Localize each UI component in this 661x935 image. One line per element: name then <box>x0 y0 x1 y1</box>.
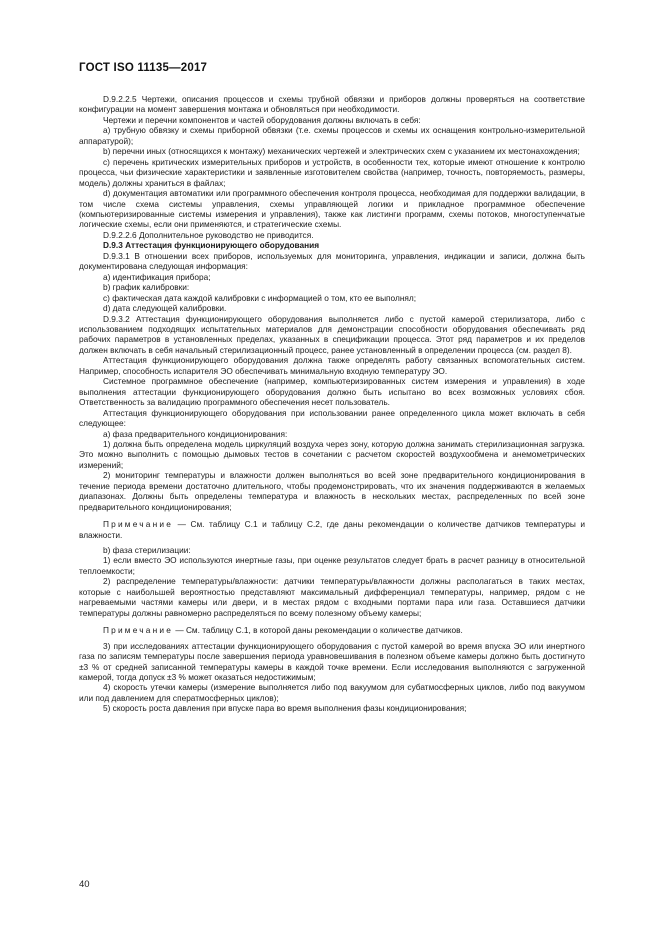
paragraph-text: D.9.3.1 В отношении всех приборов, используемых для мониторинга, управления, индикации и записи, должна быть документирована следующая информация: <box>79 250 585 272</box>
page-number: 40 <box>79 879 90 890</box>
paragraph-text: Чертежи и перечни компонентов и частей оборудования должны включать в себя: <box>103 114 421 125</box>
body-paragraph <box>79 682 585 703</box>
body-paragraph <box>79 230 585 240</box>
document-body <box>79 94 585 714</box>
paragraph-text: b) перечни иных (относящихся к монтажу) механических чертежей и электрических схем с указанием их местонахождения; <box>103 146 580 157</box>
paragraph-text: d) дата следующей калибровки. <box>103 303 227 314</box>
body-paragraph <box>79 314 585 356</box>
note-label: Примечание <box>103 519 174 530</box>
body-paragraph <box>79 272 585 282</box>
body-paragraph <box>79 703 585 713</box>
body-paragraph <box>79 408 585 429</box>
paragraph-text: a) трубную обвязку и схемы приборной обвязки (т.е. схемы процессов и схемы их оснащения контрольно-измерительной аппаратурой); <box>79 125 585 146</box>
note-paragraph <box>79 625 585 635</box>
body-paragraph <box>79 555 585 576</box>
paragraph-text: D.9.3.2 Аттестация функционирующего оборудования выполняется либо с пустой камерой стерилизатора, либо с использованием подходящих испытательных материалов для демонстрации способности оборудования обеспечивать ряд рабочих параметров в установленных пределах, указанных в спецификации процесса. Этот ряд параметров и их пределов должен включать в себя начальный стерилизационный процесс, ранее установленный в определении процесса (см. раздел 8). <box>79 313 585 355</box>
paragraph-text: D.9.2.2.5 Чертежи, описания процессов и схемы трубной обвязки и приборов должны проверяться на соответствие конфигурации на момент завершения монтажа и обновляться при необходимости. <box>79 94 585 115</box>
body-paragraph <box>79 545 585 555</box>
paragraph-text: c) фактическая дата каждой калибровки с информацией о том, кто ее выполнял; <box>103 292 417 303</box>
paragraph-text: Системное программное обеспечение (например, компьютеризированных систем измерения и управления) в ходе выполнения аттестации функционирующего оборудования должно быть испытано во всех возможных условиях сбоя. Ответственность за валидацию программного обеспечения несет пользователь. <box>79 376 585 408</box>
paragraph-text: a) идентификация прибора; <box>103 271 211 282</box>
body-paragraph <box>79 293 585 303</box>
note-label: Примечание <box>103 625 174 636</box>
body-paragraph <box>79 125 585 146</box>
body-paragraph <box>79 115 585 125</box>
paragraph-text: D.9.3 Аттестация функционирующего оборудования <box>103 240 320 251</box>
section-heading <box>79 240 585 250</box>
body-paragraph <box>79 282 585 292</box>
paragraph-text: 1) должна быть определена модель циркуляций воздуха через зону, которую должна занимать стерилизационная загрузка. Это можно выполнить с помощью дымовых тестов в сочетании с расчетом скоростей воздухообмена и анемометрических измерений; <box>79 438 585 470</box>
body-paragraph <box>79 429 585 439</box>
paragraph-text: — См. таблицу С.1, в которой даны рекомендации о количестве датчиков. <box>173 625 463 636</box>
paragraph-text: 4) скорость утечки камеры (измерение выполняется либо под вакуумом для субатмосферных циклов, либо под вакуумом или под давлением для сператмосферных циклов); <box>79 682 585 703</box>
body-paragraph <box>79 376 585 407</box>
body-paragraph <box>79 94 585 115</box>
paragraph-text: 2) распределение температуры/влажности: датчики температуры/влажности должны располагаться в таких местах, которые с наибольшей вероятностью представляют максимальный дифференциал температуры, например, рядом с не нагреваемыми частями камеры или двери, и в местах рядом с входными портами пара или газа. Оставшиеся датчики температуры должны равномерно распределяться по всему полезному объему камеры; <box>79 576 585 618</box>
paragraph-text: Аттестация функционирующего оборудования должна также определять работу связанных вспомогательных систем. Например, способность испарителя ЭО обеспечивать минимальную входную температуру ЭО. <box>79 355 585 376</box>
body-paragraph <box>79 251 585 272</box>
paragraph-text: 5) скорость роста давления при впуске пара во время выполнения фазы кондиционирования; <box>103 703 467 714</box>
body-paragraph <box>79 439 585 470</box>
paragraph-text: a) фаза предварительного кондиционирования: <box>103 428 288 439</box>
paragraph-text: c) перечень критических измерительных приборов и устройств, в особенности тех, которые имеют отношение к контролю процесса, чьи физические характеристики и заявленные изготовителем свойства (например, точность, повторяемость, размеры, модель) должны храниться в файлах; <box>79 156 585 188</box>
paragraph-text: Аттестация функционирующего оборудования при использовании ранее определенного цикла может включать в себя следующее: <box>79 407 585 429</box>
body-paragraph <box>79 157 585 188</box>
body-paragraph <box>79 470 585 512</box>
paragraph-text: 3) при исследованиях аттестации функционирующего оборудования с пустой камерой во время впуска ЭО или инертного газа по записям температуры после завершения периода уравновешивания в полезном объеме камеры должно быть достигнуто ±3 % от средней записанной температуры камеры в каждой точке времени. Если исследования выполняются с загруженной камерой, тогда допуск ±3 % может оказаться недостижимым; <box>79 640 585 683</box>
body-paragraph <box>79 355 585 376</box>
paragraph-text: 2) мониторинг температуры и влажности должен выполняться во всей зоне предварительного кондиционирования в течение периода времени достаточно длительного, чтобы продемонстрировать, что их значения поддерживаются в желаемых диапазонах. Должны быть определены температура и влажность в нескольких местах, распределенных по всей зоне предварительного кондиционирования; <box>79 470 585 512</box>
paragraph-text: 1) если вместо ЭО используются инертные газы, при оценке результатов следует брать в расчет разницу в относительной теплоемкости; <box>79 555 585 576</box>
body-paragraph <box>79 188 585 230</box>
paragraph-text: b) фаза стерилизации: <box>103 545 191 556</box>
body-paragraph <box>79 576 585 618</box>
paragraph-text: D.9.2.2.6 Дополнительное руководство не приводится. <box>103 229 314 240</box>
document-header: ГОСТ ISO 11135—2017 <box>79 62 208 74</box>
paragraph-text: — См. таблицу С.1 и таблицу С.2, где даны рекомендации о количестве датчиков температуры и влажности. <box>79 519 585 540</box>
body-paragraph <box>79 146 585 156</box>
body-paragraph <box>79 641 585 683</box>
paragraph-text: b) график калибровки: <box>103 282 190 293</box>
body-paragraph <box>79 303 585 313</box>
paragraph-text: d) документация автоматики или программного обеспечения контроля процесса, необходимая для поддержки валидации, в том числе схема системы управления, схемы управляющей логики и прикладное программное обеспечение (компьютеризированные системы измерения и управления), также как листинги программ, схемы потоков, многоступенчатые логические схемы, если они применяются, и стратегические схемы. <box>79 188 585 230</box>
note-paragraph <box>79 519 585 540</box>
